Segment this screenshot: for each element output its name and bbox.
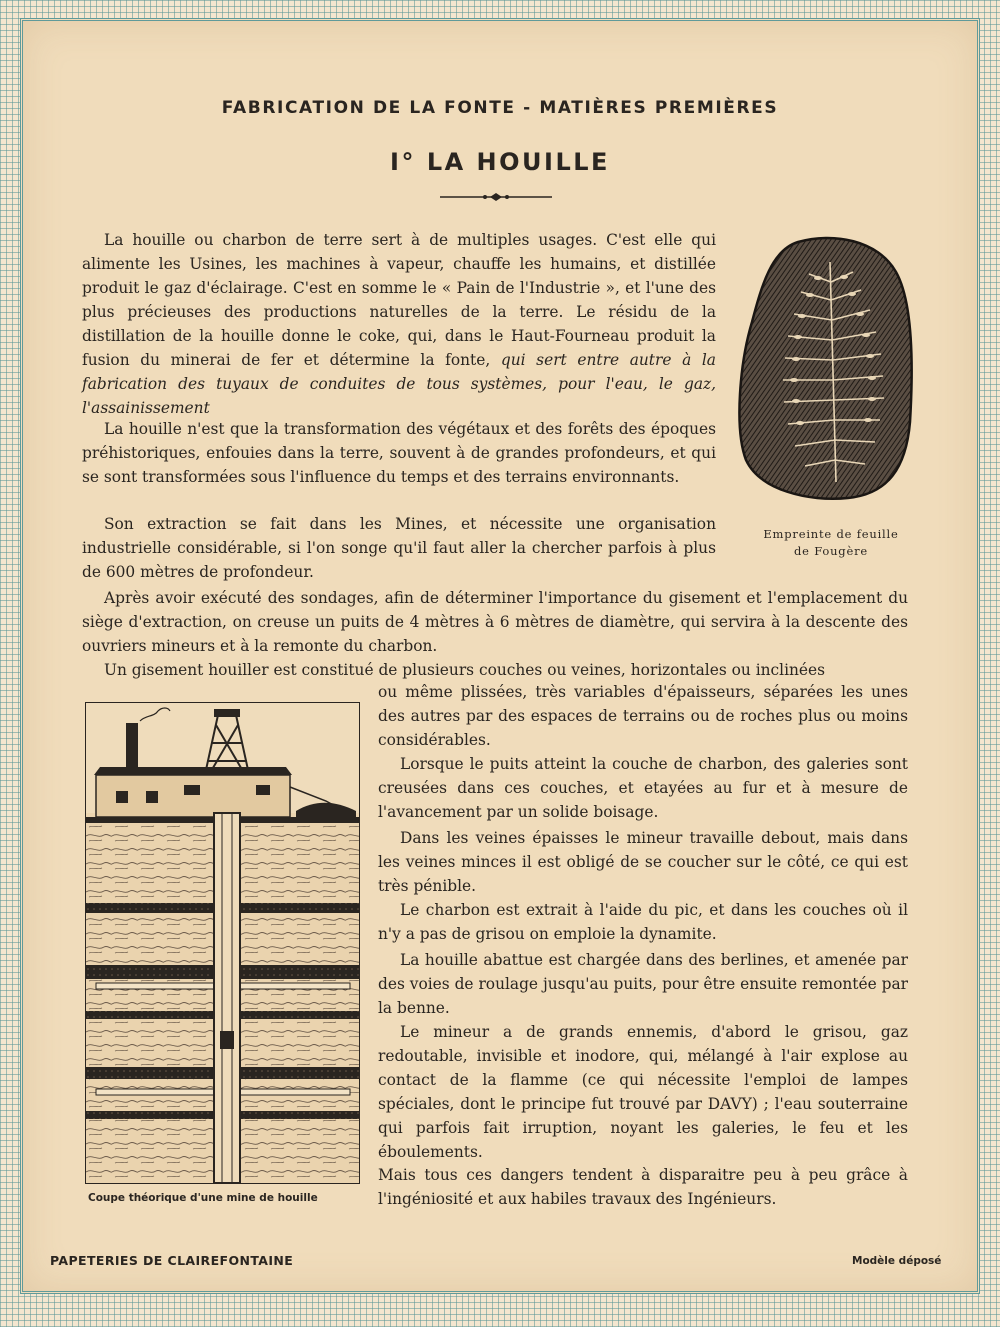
fossil-caption-line2: de Fougère (794, 544, 868, 558)
page-title: FABRICATION DE LA FONTE - MATIÈRES PREMIÈRES (221, 98, 779, 118)
mine-caption: Coupe théorique d'une mine de houille (88, 1192, 318, 1204)
paragraph-intro (82, 228, 716, 420)
paragraph-conclusion: Mais tous ces dangers tendent à disparaitre peu à peu grâce à l'ingéniosité et aux habiles travaux des Ingénieurs. (378, 1166, 908, 1208)
paragraph-wagons: La houille abattue est chargée dans des berlines, et amenée par des voies de roulage jusqu'au puits, pour être ensuite remontée par la benne. (378, 951, 908, 1017)
paragraph-deposit-first: Un gisement houiller est constitué de plusieurs couches ou veines, horizontales ou inclinées (104, 661, 826, 679)
paragraph-deposit-rest: ou même plissées, très variables d'épaisseurs, séparées les unes des autres par des espaces de terrains ou de roches plus ou moins considérables. (378, 683, 908, 749)
fern-fossil-illustration (738, 232, 916, 504)
paragraph-dangers: Le mineur a de grands ennemis, d'abord le grisou, gaz redoutable, invisible et inodore, qui, mélangé à l'air explose au contact de la flamme (ce qui nécessite l'emploi de lampes spéciales, dont le principe fut trouvé par DAVY) ; l'eau souterraine qui parfois fait irruption, noyant les galeries, le feu et les éboulements. (378, 1023, 908, 1161)
paragraph-intro-italic: qui sert entre autre à la fabrication des tuyaux de conduites de tous systèmes, pour l'eau, le gaz, l'assainissement (82, 351, 716, 417)
footer-model-notice: Modèle déposé (852, 1255, 942, 1267)
fossil-caption (748, 526, 914, 560)
paragraph-extraction: Son extraction se fait dans les Mines, et nécessite une organisation industrielle considérable, si l'on songe qu'il faut aller la chercher parfois à plus de 600 mètres de profondeur. (82, 515, 716, 581)
paragraph-pick: Le charbon est extrait à l'aide du pic, et dans les couches où il n'y a pas de grisou on emploie la dynamite. (378, 901, 908, 943)
paragraph-survey: Après avoir exécuté des sondages, afin de déterminer l'importance du gisement et l'emplacement du siège d'extraction, on creuse un puits de 4 mètres à 6 mètres de diamètre, qui servira à la descente des ouvriers mineurs et à la remonte du charbon. (82, 589, 908, 655)
paragraph-origin: La houille n'est que la transformation des végétaux et des forêts des époques préhistoriques, enfouies dans la terre, souvent à de grandes profondeurs, et qui se sont transformées sous l'influence du temps et des terrains environnants. (82, 420, 716, 486)
divider-ornament-icon (440, 190, 552, 204)
paragraph-intro-text: La houille ou charbon de terre sert à de multiples usages. C'est elle qui alimente les Usines, les machines à vapeur, chauffe les humains, et distillée produit le gaz d'éclairage. C'est en somme le « Pain de l'Industrie », et l'une des plus précieuses des productions naturelles de la terre. Le résidu de la distillation de la houille donne le coke, qui, dans le Haut-Fourneau produit la fusion du minerai de fer et détermine la fonte, (82, 231, 716, 369)
page-subtitle: I° LA HOUILLE (390, 148, 610, 176)
mine-drawing (86, 703, 359, 1183)
mine-cross-section-illustration (85, 702, 360, 1184)
paragraph-galleries: Lorsque le puits atteint la couche de charbon, des galeries sont creusées dans ces couches, et etayées au fur et à mesure de l'avancement par un solide boisage. (378, 755, 908, 821)
footer-brand: PAPETERIES DE CLAIREFONTAINE (50, 1253, 294, 1268)
paragraph-miner-posture: Dans les veines épaisses le mineur travaille debout, mais dans les veines minces il est obligé de se coucher sur le côté, ce qui est très pénible. (378, 829, 908, 895)
fossil-caption-line1: Empreinte de feuille (763, 527, 899, 541)
